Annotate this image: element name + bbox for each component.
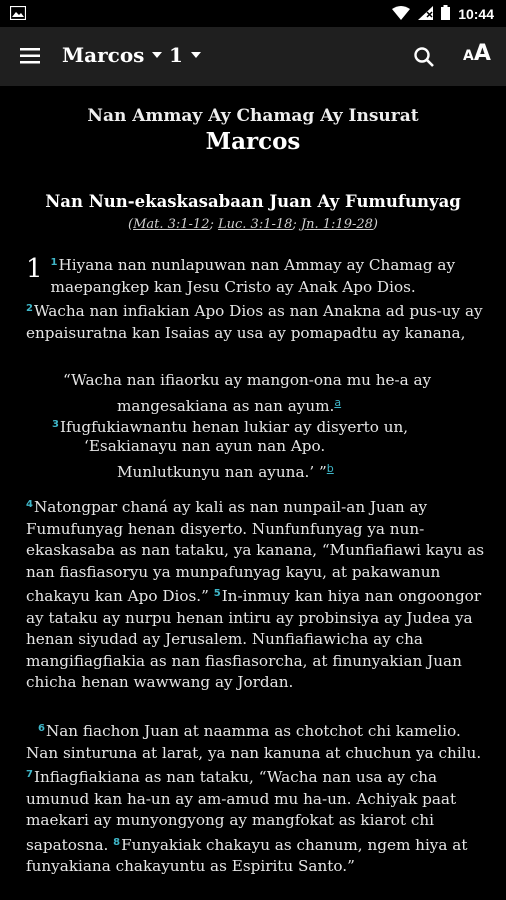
chevron-down-icon — [152, 52, 162, 58]
poetry-line: ‘Esakianayu nan ayun nan Apo. — [84, 437, 326, 455]
verse-number[interactable]: 7 — [26, 769, 33, 780]
clock: 10:44 — [458, 6, 494, 22]
verse-text: Funyakiak chakayu as chanum, ngem hiya at funyakiana chakayuntu as Espiritu Santo.” — [26, 835, 468, 875]
footnote-link[interactable]: a — [334, 396, 342, 409]
wifi-icon — [392, 6, 410, 23]
verse-text: In-inmuy kan hiya nan ongoongor ay tataku ay nurpu henan intiru ay probinsiya ay Judea ya henan siyudad ay Jerusalem. Nunfiafiawicha ay cha mangifiagfiakia as nan fiasfiasorcha, at finunyakian Juan chicha henan wawwang ay Jordan. — [26, 587, 482, 691]
verse-number[interactable]: 6 — [38, 723, 45, 734]
gallery-notification-icon — [10, 6, 26, 23]
book-selector[interactable] — [62, 43, 162, 67]
footnote-link[interactable]: b — [326, 462, 334, 475]
ref-close: ) — [372, 217, 378, 232]
chapter-drop-number: 1 — [26, 254, 43, 284]
battery-icon — [441, 5, 450, 23]
signal-icon — [418, 6, 433, 23]
search-icon[interactable] — [412, 45, 436, 69]
paragraph — [26, 718, 486, 878]
menu-icon[interactable] — [18, 46, 42, 66]
ref-separator: ; — [292, 217, 301, 232]
paragraph — [26, 252, 486, 344]
verse-text: Nan fiachon Juan at naamma as chotchot chi kamelio. Nan sinturuna at larat, ya nan kanuna at chuchun ya chilu. — [26, 722, 482, 762]
verse-number[interactable]: 1 — [50, 257, 58, 268]
verse-number[interactable]: 8 — [113, 836, 121, 848]
verse-number[interactable]: 3 — [52, 419, 59, 430]
book-name: Marcos — [62, 43, 145, 67]
chapter-selector[interactable] — [169, 43, 201, 67]
poetry-line: “Wacha nan ifiaorku ay mangon-ona mu he-a ay — [63, 371, 432, 389]
verse-text: Natongpar chaná ay kali as nan nunpail-an Juan ay Fumufunyag henan disyerto. Nunfunfunyag ya nun-ekaskasaba as nan tataku, ya kanana, “Munfiafiawi kayu as nan fiasfiasoryu ya munpafunyag kayu, at pakawanun chakayu kan Apo Dios.” — [26, 498, 485, 605]
verse-text: Infiagfiakiana as nan tataku, “Wacha nan usa ay cha umunud kan ha-un ay am-amud mu ha-un. Achiyak paat maekari ay munyongyong ay mangfokat as kiarot chi sapatosna. — [26, 768, 457, 854]
poetry-line — [117, 458, 334, 484]
text-size-small-icon: A — [463, 48, 474, 64]
verse-text: Hiyana nan nunlapuwan nan Ammay ay Chamag ay maepangkep kan Jesu Cristo ay Anak Apo Dios. — [50, 256, 456, 296]
poetry-line — [52, 414, 408, 439]
paragraph — [26, 494, 486, 694]
chevron-down-icon — [191, 52, 201, 58]
verse-number[interactable]: 4 — [26, 499, 33, 510]
cross-reference-link[interactable]: Mat. 3:1-12 — [133, 217, 210, 232]
ref-separator: ; — [209, 217, 218, 232]
text-size-large-icon: A — [473, 41, 491, 66]
cross-reference-link[interactable]: Jn. 1:19-28 — [300, 217, 373, 232]
app-bar — [0, 27, 506, 86]
ref-open: ( — [127, 217, 134, 232]
cross-references — [0, 217, 506, 232]
verse-number[interactable]: 2 — [26, 303, 33, 314]
book-title: Marcos — [205, 128, 301, 155]
chapter-number: 1 — [169, 43, 183, 67]
verse-number[interactable]: 5 — [213, 588, 221, 599]
book-subtitle: Nan Ammay Ay Chamag Ay Insurat — [87, 106, 419, 126]
verse-text: Wacha nan infiakian Apo Dios as nan Anakna ad pus-uy ay enpaisuratna kan Isaias ay usa ay pomapadtu ay kanana, — [26, 302, 483, 342]
poetry-text: mangesakiana as nan ayum. — [117, 397, 335, 415]
poetry-text: Munlutkunyu nan ayuna.’ ” — [117, 463, 327, 481]
poetry-text: Ifugfukiawnantu henan lukiar ay disyerto un, — [59, 418, 409, 436]
cross-reference-link[interactable]: Luc. 3:1-18 — [218, 217, 293, 232]
bible-text — [0, 86, 506, 900]
text-size-button[interactable] — [463, 41, 491, 66]
section-heading: Nan Nun-ekaskasabaan Juan Ay Fumufunyag — [45, 192, 461, 211]
status-bar — [0, 0, 506, 27]
